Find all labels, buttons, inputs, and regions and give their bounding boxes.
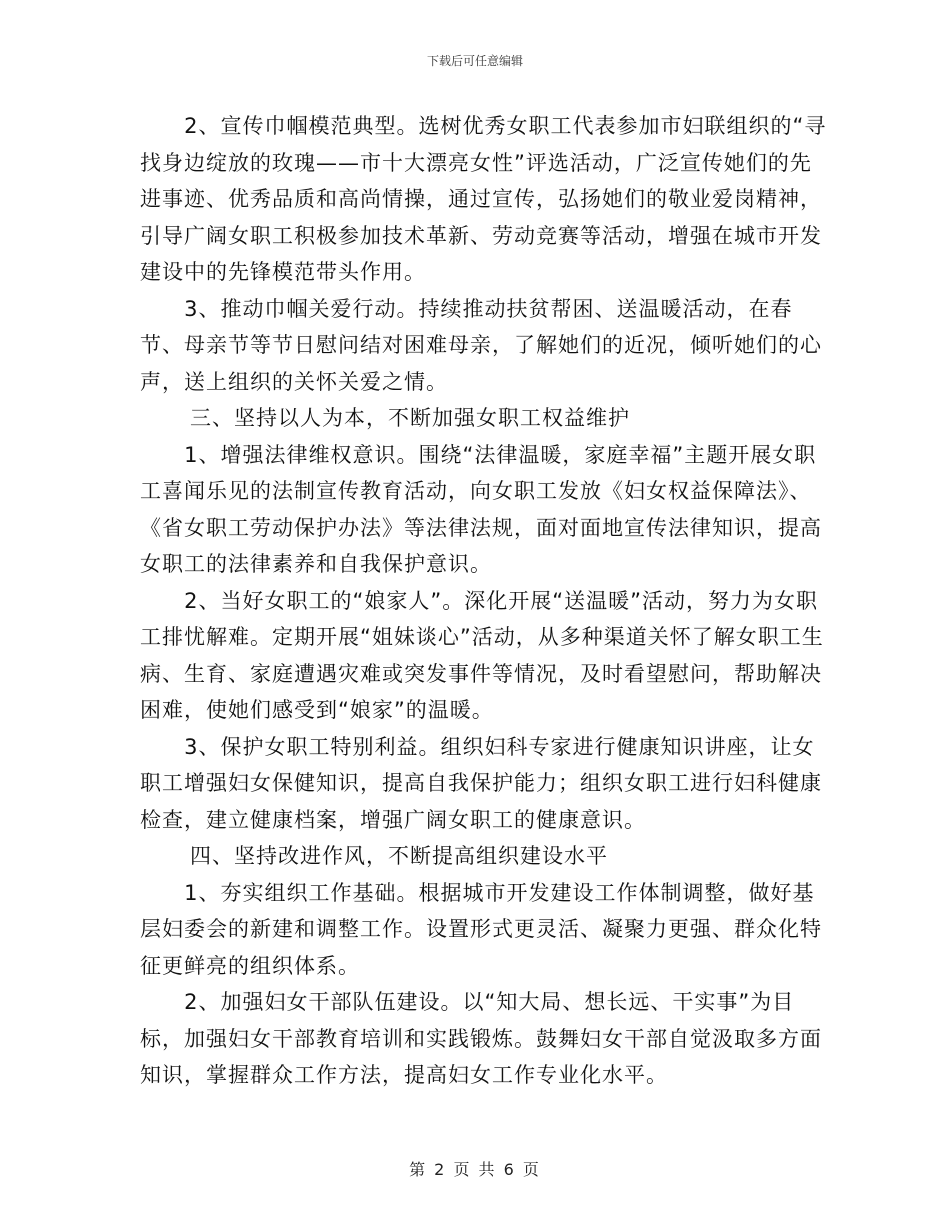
- page-header: 下载后可任意编辑: [426, 54, 523, 68]
- page-footer: 第 2 页 共 6 页: [409, 1160, 541, 1179]
- paragraph-item: 2、加强妇女干部队伍建设。以“知大局、想长远、干实事”为目标，加强妇女干部教育培训和实践锻炼。鼓舞妇女干部自觉汲取多方面知识，掌握群众工作方法，提高妇女工作专业化水平。: [140, 990, 822, 1087]
- paragraph-item: 2、宣传巾帼模范典型。选树优秀女职工代表参加市妇联组织的“寻找身边绽放的玫瑰——市十大漂亮女性”评选活动，广泛宣传她们的先进事迹、优秀品质和高尚情操，通过宣传，弘扬她们的敬业爱岗精神，引导广阔女职工积极参加技术革新、劳动竞赛等活动，增强在城市开发建设中的先锋模范带头作用。: [140, 114, 827, 284]
- paragraph-item: 3、保护女职工特别利益。组织妇科专家进行健康知识讲座，让女职工增强妇女保健知识，提高自我保护能力；组织女职工进行妇科健康检查，建立健康档案，增强广阔女职工的健康意识。: [140, 734, 822, 832]
- paragraph-item: 1、增强法律维权意识。围绕“法律温暖，家庭幸福”主题开展女职工喜闻乐见的法制宣传教育活动，向女职工发放《妇女权益保障法》、《省女职工劳动保护办法》等法律法规，面对面地宣传法律知识，提高女职工的法律素养和自我保护意识。: [140, 442, 822, 576]
- section-heading: 三、坚持以人为本，不断加强女职工权益维护: [190, 406, 630, 430]
- paragraph-item: 3、推动巾帼关爱行动。持续推动扶贫帮困、送温暖活动，在春节、母亲节等节日慰问结对困难母亲，了解她们的近况，倾听她们的心声，送上组织的关怀关爱之情。: [140, 296, 822, 394]
- section-heading: 四、坚持改进作风，不断提高组织建设水平: [190, 844, 608, 868]
- paragraph-item: 1、夯实组织工作基础。根据城市开发建设工作体制调整，做好基层妇委会的新建和调整工作。设置形式更灵活、凝聚力更强、群众化特征更鲜亮的组织体系。: [140, 880, 822, 978]
- document-body: [140, 108, 830, 1094]
- paragraph-item: 2、当好女职工的“娘家人”。深化开展“送温暖”活动，努力为女职工排忧解难。定期开展“姐妹谈心”活动，从多种渠道关怀了解女职工生病、生育、家庭遭遇灾难或突发事件等情况，及时看望慰问，帮助解决困难，使她们感受到“娘家”的温暖。: [140, 588, 824, 722]
